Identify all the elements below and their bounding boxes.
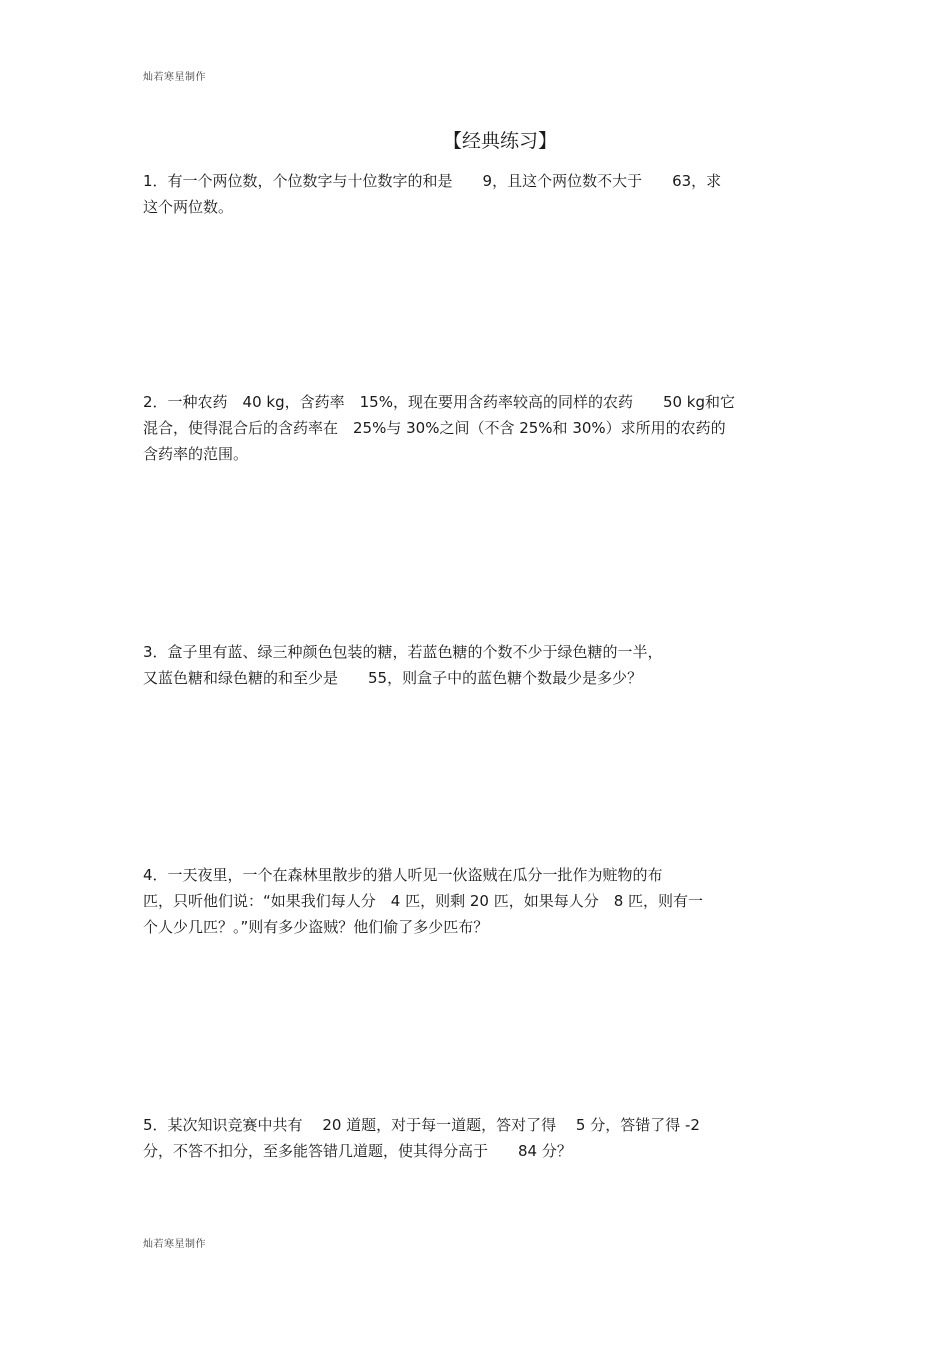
problem-5 bbox=[143, 1112, 808, 1164]
problem-line: 混合，使得混合后的含药率在 25%与 30%之间（不含 25%和 30%）求所用的农药的 bbox=[143, 419, 726, 437]
problem-line: 又蓝色糖和绿色糖的和至少是 55，则盒子中的蓝色糖个数最少是多少？ bbox=[143, 669, 643, 687]
problem-1 bbox=[143, 168, 808, 220]
problem-line: 这个两位数。 bbox=[143, 198, 234, 216]
header-watermark: 灿若寒星制作 bbox=[143, 72, 206, 83]
problem-line: 4．一天夜里，一个在森林里散步的猎人听见一伙盗贼在瓜分一批作为赃物的布 bbox=[143, 866, 663, 884]
problem-line: 1．有一个两位数，个位数字与十位数字的和是 9，且这个两位数不大于 63，求 bbox=[143, 172, 722, 190]
footer-watermark: 灿若寒星制作 bbox=[143, 1239, 206, 1250]
problem-4 bbox=[143, 862, 808, 940]
problem-2 bbox=[143, 389, 808, 467]
problem-line: 含药率的范围。 bbox=[143, 445, 249, 463]
problem-line: 个人少几匹？。”则有多少盗贼？他们偷了多少匹布？ bbox=[143, 918, 489, 936]
problem-line: 分，不答不扣分，至多能答错几道题，使其得分高于 84 分？ bbox=[143, 1142, 572, 1160]
page-title: 【经典练习】 bbox=[442, 130, 557, 152]
problem-line: 2．一种农药 40 kg，含药率 15%，现在要用含药率较高的同样的农药 50 kg和它 bbox=[143, 393, 736, 411]
problem-line: 3．盒子里有蓝、绿三种颜色包装的糖，若蓝色糖的个数不少于绿色糖的一半， bbox=[143, 643, 663, 661]
problem-line: 5．某次知识竞赛中共有 20 道题，对于每一道题，答对了得 5 分，答错了得 -2 bbox=[143, 1116, 700, 1134]
problem-3 bbox=[143, 639, 808, 691]
problem-line: 匹，只听他们说：“如果我们每人分 4 匹，则剩 20 匹，如果每人分 8 匹，则有一 bbox=[143, 892, 704, 910]
